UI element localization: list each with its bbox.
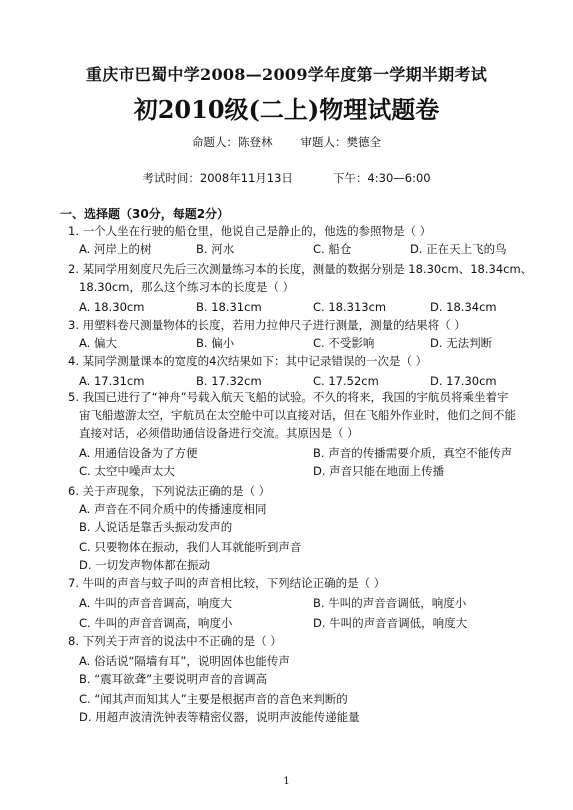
question-8-option-a: A. 俗话说“隔墙有耳”，说明固体也能传声 xyxy=(79,654,290,668)
question-4-option-d: D. 17.30cm xyxy=(430,374,497,388)
question-6-stem: 6. 关于声现象，下列说法正确的是（ ） xyxy=(68,484,271,498)
question-5-option-b: B. 声音的传播需要介质，真空不能传声 xyxy=(313,446,513,460)
question-7-option-d: D. 牛叫的声音音调低，响度大 xyxy=(313,616,468,630)
authors-line xyxy=(0,134,573,150)
question-4-option-a: A. 17.31cm xyxy=(79,374,145,388)
question-1-option-b: B. 河水 xyxy=(196,242,235,256)
question-6-option-a: A. 声音在不同介质中的传播速度相同 xyxy=(79,502,267,516)
author-label: 命题人：陈登林 xyxy=(192,135,273,149)
question-6-option-d: D. 一切发声物体都在振动 xyxy=(79,558,211,572)
question-2-option-b: B. 18.31cm xyxy=(196,300,262,314)
exam-time-range: 下午：4:30—6:00 xyxy=(332,171,431,185)
question-2-option-d: D. 18.34cm xyxy=(430,300,497,314)
exam-time-line xyxy=(0,170,573,186)
question-8-option-d: D. 用超声波清洗钟表等精密仪器，说明声波能传递能量 xyxy=(79,710,360,724)
question-1-option-d: D. 正在天上飞的鸟 xyxy=(410,242,507,256)
question-5-option-c: C. 太空中噪声太大 xyxy=(79,464,175,478)
question-1-option-a: A. 河岸上的树 xyxy=(79,242,152,256)
question-5-stem: 5. 我国已进行了“神舟”号载入航天飞船的试验。不久的将来，我国的宇航员将乘坐着宇 xyxy=(68,390,509,404)
school-title: 重庆市巴蜀中学2008—2009学年度第一学期半期考试 xyxy=(85,65,488,84)
section-title: 一、选择题（30分，每题2分） xyxy=(60,207,230,221)
question-3-stem: 3. 用塑料卷尺测量物体的长度，若用力拉伸尺子进行测量，测量的结果将（ ） xyxy=(68,318,466,332)
question-1-stem: 1. 一个人坐在行驶的船仓里，他说自己是静止的，他选的参照物是（ ） xyxy=(68,224,432,238)
question-2-stem-cont: 18.30cm，那么这个练习本的长度是（ ） xyxy=(79,280,295,294)
question-8-option-b: B. “震耳欲聋”主要说明声音的音调高 xyxy=(79,672,268,686)
question-8-option-c: C. “闻其声而知其人”主要是根据声音的音色来判断的 xyxy=(79,692,348,706)
question-4-option-c: C. 17.52cm xyxy=(313,374,379,388)
question-7-option-b: B. 牛叫的声音音调低，响度小 xyxy=(313,596,467,610)
question-7-stem: 7. 牛叫的声音与蚊子叫的声音相比较，下列结论正确的是（ ） xyxy=(68,576,386,590)
reviewer-label: 审题人：樊德全 xyxy=(300,135,381,149)
question-5-option-d: D. 声音只能在地面上传播 xyxy=(313,464,445,478)
exam-date: 考试时间：2008年11月13日 xyxy=(142,171,293,185)
question-6-option-c: C. 只要物体在振动，我们人耳就能听到声音 xyxy=(79,540,302,554)
question-5-stem-cont-1: 宙飞船遨游太空，宇航员在太空舱中可以直接对话，但在飞船外作业时，他们之间不能 xyxy=(79,408,516,422)
question-8-stem: 8. 下列关于声音的说法中不正确的是（ ） xyxy=(68,634,282,648)
question-4-stem: 4. 某同学测量课本的宽度的4次结果如下：其中记录错误的一次是（ ） xyxy=(68,354,428,368)
question-6-option-b: B. 人说话是靠舌头振动发声的 xyxy=(79,520,233,534)
question-3-option-d: D. 无法判断 xyxy=(430,336,493,350)
question-5-stem-cont-2: 直接对话，必须借助通信设备进行交流。其原因是（ ） xyxy=(79,426,359,440)
question-7-option-c: C. 牛叫的声音音调高，响度小 xyxy=(79,616,233,630)
question-2-stem: 2. 某同学用刻度尺先后三次测量练习本的长度，测量的数据分别是 18.30cm、18.34cm、 xyxy=(68,262,533,276)
question-7-option-a: A. 牛叫的声音音调高，响度大 xyxy=(79,596,232,610)
question-3-option-a: A. 偏大 xyxy=(79,336,117,350)
question-3-option-c: C. 不受影响 xyxy=(313,336,375,350)
question-4-option-b: B. 17.32cm xyxy=(196,374,262,388)
question-5-option-a: A. 用通信设备为了方便 xyxy=(79,446,198,460)
question-3-option-b: B. 偏小 xyxy=(196,336,235,350)
exam-title: 初2010级(二上)物理试题卷 xyxy=(133,95,440,124)
question-1-option-c: C. 船仓 xyxy=(313,242,352,256)
question-2-option-a: A. 18.30cm xyxy=(79,300,145,314)
page-number: 1 xyxy=(283,776,290,787)
question-2-option-c: C. 18.313cm xyxy=(313,300,387,314)
